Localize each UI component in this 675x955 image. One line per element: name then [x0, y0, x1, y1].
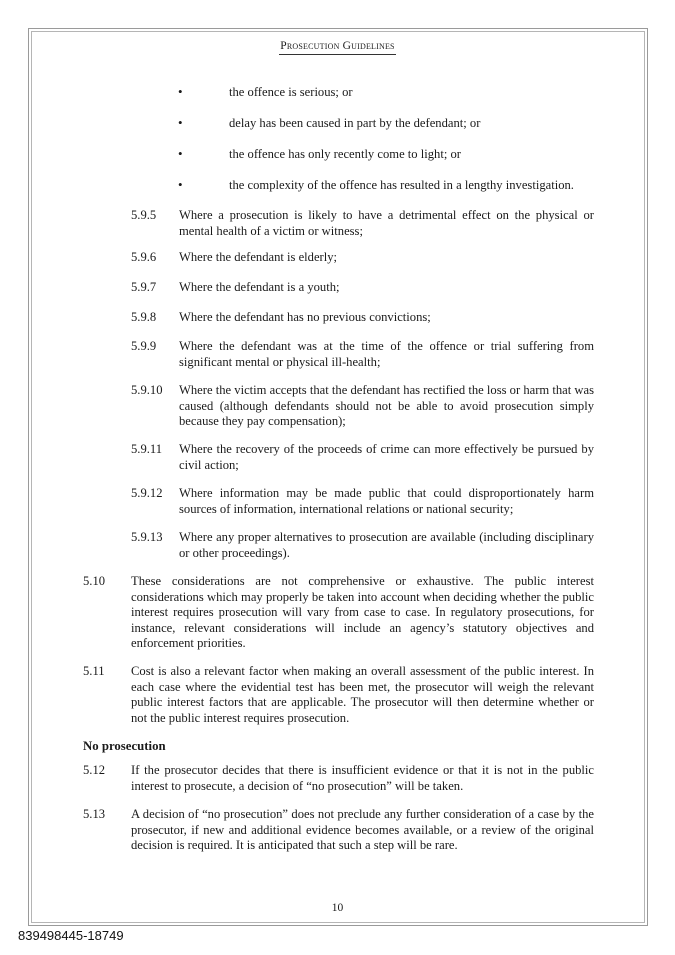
subsection-number: 5.9.6 [131, 250, 157, 264]
subsection-number: 5.9.7 [131, 280, 157, 294]
subsection-number: 5.9.12 [131, 486, 163, 500]
subsection-number: 5.9.13 [131, 530, 163, 544]
bullet-icon: • [178, 177, 183, 192]
subsection-text: Where the defendant was at the time of the offence or trial suffering from significant mental or physical ill-health; [179, 339, 594, 369]
section-number: 5.10 [83, 574, 106, 588]
subsection-text: Where the defendant is elderly; [179, 250, 338, 264]
section-text: These considerations are not comprehensive or exhaustive. The public interest considerations which may properly be taken into account when deciding whether the public interest requires prosecution will vary from case to case. In regulatory prosecutions, for instance, relevant considerations will include an agency’s statutory objectives and enforcement priorities. [131, 574, 594, 650]
section-number: 5.13 [83, 807, 106, 821]
subsection-text: Where the defendant is a youth; [179, 280, 340, 294]
subsection-number: 5.9.10 [131, 383, 163, 397]
subsection-text: Where any proper alternatives to prosecution are available (including disciplinary or other proceedings). [179, 530, 594, 560]
subsection-number: 5.9.5 [131, 208, 157, 222]
section-text: A decision of “no prosecution” does not preclude any further consideration of a case by the prosecutor, if new and additional evidence becomes available, or a review of the original decision is required. It is anticipated that such a step will be rare. [131, 807, 594, 852]
subsection-number: 5.9.11 [131, 442, 163, 456]
bullet-text: the offence has only recently come to light; or [229, 147, 461, 161]
document-id: 839498445-18749 [18, 928, 124, 943]
bullet-icon: • [178, 146, 183, 161]
subsection-text: Where information may be made public that could disproportionately harm sources of information, international relations or national security; [179, 486, 594, 516]
subsection-text: Where a prosecution is likely to have a detrimental effect on the physical or mental health of a victim or witness; [179, 208, 594, 238]
section-heading: No prosecution [83, 739, 166, 753]
subsection-number: 5.9.9 [131, 339, 157, 353]
subsection-text: Where the defendant has no previous convictions; [179, 310, 431, 324]
section-number: 5.11 [83, 664, 105, 678]
header-title: Prosecution Guidelines [279, 40, 395, 55]
section-number: 5.12 [83, 763, 106, 777]
section-text: Cost is also a relevant factor when making an overall assessment of the public interest. In each case where the evidential test has been met, the prosecutor will weigh the relevant public interest factors that are applicable. The prosecutor will then determine whether or not the public interest requires prosecution. [131, 664, 594, 725]
section-text: If the prosecutor decides that there is insufficient evidence or that it is not in the public interest to prosecute, a decision of “no prosecution” will be taken. [131, 763, 594, 793]
bullet-icon: • [178, 84, 183, 99]
bullet-text: delay has been caused in part by the defendant; or [229, 116, 481, 130]
subsection-text: Where the victim accepts that the defendant has rectified the loss or harm that was caused (although defendants should not be able to avoid prosecution simply because they pay compensation); [179, 383, 594, 428]
bullet-text: the offence is serious; or [229, 85, 353, 99]
page-number: 10 [331, 902, 344, 914]
page-header [0, 40, 675, 52]
bullet-icon: • [178, 115, 183, 130]
bullet-text: the complexity of the offence has resulted in a lengthy investigation. [229, 178, 574, 192]
subsection-text: Where the recovery of the proceeds of crime can more effectively be pursued by civil action; [179, 442, 594, 472]
subsection-number: 5.9.8 [131, 310, 157, 324]
